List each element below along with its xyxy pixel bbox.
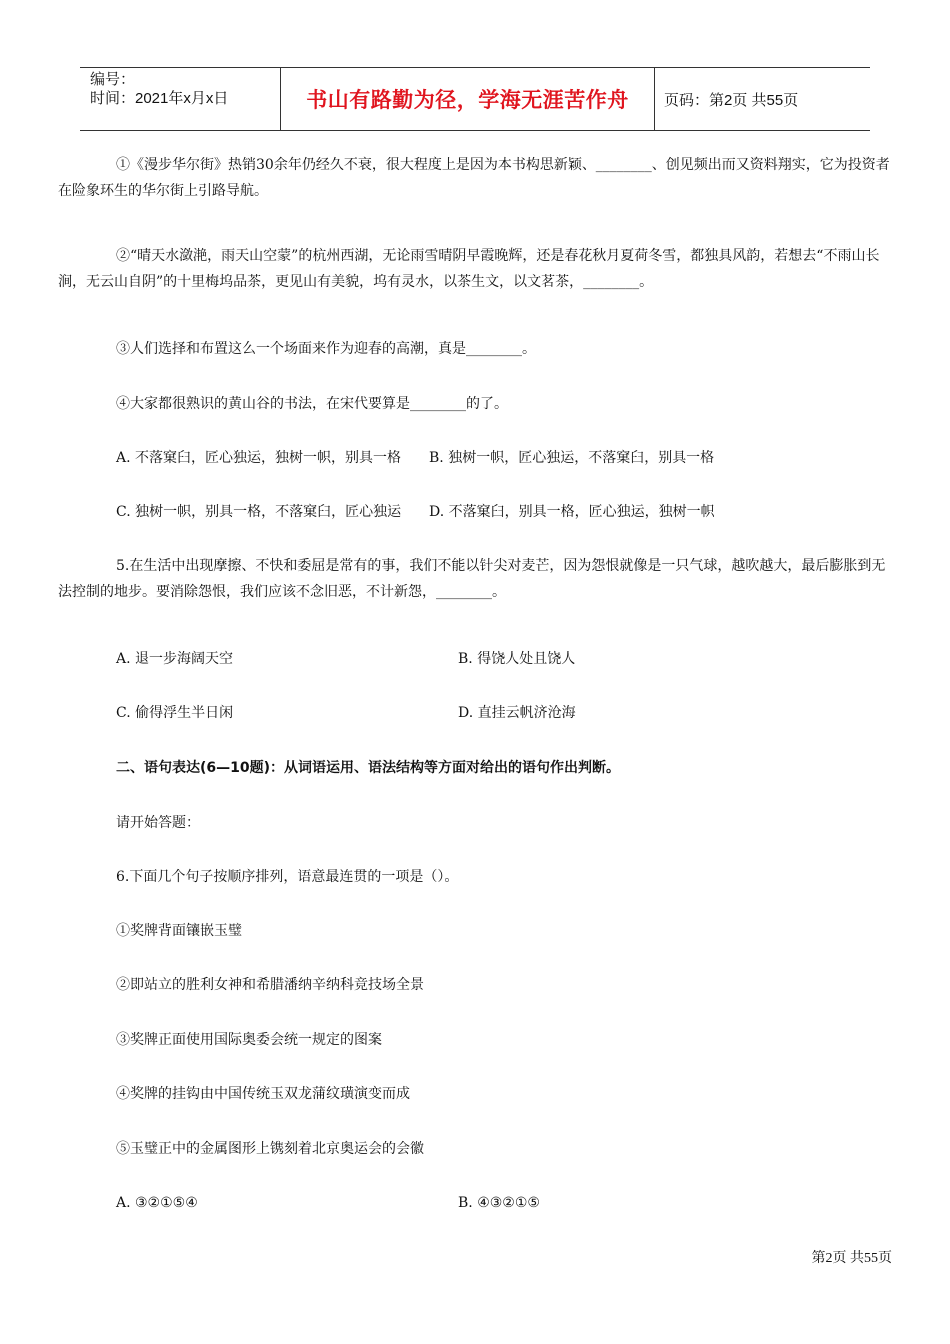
page-footer: 第2页 共55页 (811, 1251, 892, 1266)
q6-sentence-5: ⑤玉璧正中的金属图形上镌刻着北京奥运会的会徽 (116, 1141, 424, 1157)
q5-option-c: C. 偷得浮生半日闲 (116, 705, 234, 721)
header-page-cell (655, 68, 870, 130)
q4-item-3: ③人们选择和布置这么一个场面来作为迎春的高潮，真是________。 (116, 341, 536, 357)
q4-option-a: A. 不落窠臼，匠心独运，独树一帜，别具一格 (116, 450, 402, 466)
q4-item-2: ②“晴天水潋滟，雨天山空蒙”的杭州西湖，无论雨雪晴阴早霞晚辉，还是春花秋月夏荷冬雪，都独具风韵，若想去“不雨山长涧，无云山自阴”的十里梅坞品茶，更见山有美貌，坞有灵水，以茶生文，以文茗茶，________。 (58, 248, 880, 290)
q6-stem: 6.下面几个句子按顺序排列，语意最连贯的一项是（）。 (116, 869, 459, 885)
date-label: 时间：2021年x月x日 (90, 90, 229, 107)
q6-sentence-2: ②即站立的胜利女神和希腊潘纳辛纳科竞技场全景 (116, 977, 424, 993)
page-info: 页码：第2页 共55页 (664, 91, 799, 109)
q6-sentence-3: ③奖牌正面使用国际奥委会统一规定的图案 (116, 1032, 382, 1048)
q4-option-b: B. 独树一帜，匠心独运，不落窠臼，别具一格 (429, 450, 715, 466)
q4-item-1: ①《漫步华尔街》热销30余年仍经久不衰，很大程度上是因为本书构思新颖、________、创见频出而又资料翔实，它为投资者在险象环生的华尔街上引路导航。 (58, 157, 890, 199)
q6-sentence-1: ①奖牌背面镶嵌玉璧 (116, 923, 242, 939)
document-header (80, 67, 870, 131)
section-2-title: 二、语句表达(6—10题)：从词语运用、语法结构等方面对给出的语句作出判断。 (116, 760, 621, 776)
q5-option-d: D. 直挂云帆济沧海 (458, 705, 576, 721)
q6-option-b: B. ④③②①⑤ (458, 1195, 540, 1211)
q5-text: 5.在生活中出现摩擦、不快和委屈是常有的事，我们不能以针尖对麦芒，因为怨恨就像是一只气球，越吹越大，最后膨胀到无法控制的地步。要消除怨恨，我们应该不念旧恶，不计新怨，________。 (58, 558, 886, 600)
motto-text: 书山有路勤为径，学海无涯苦作舟 (306, 88, 629, 112)
q4-option-c: C. 独树一帜，别具一格，不落窠臼，匠心独运 (116, 504, 402, 520)
header-meta-cell (80, 68, 281, 130)
q4-option-d: D. 不落窠臼，别具一格，匠心独运，独树一帜 (429, 504, 715, 520)
number-label: 编号： (90, 71, 136, 88)
q6-sentence-4: ④奖牌的挂钩由中国传统玉双龙蒲纹璜演变而成 (116, 1086, 410, 1102)
q6-option-a: A. ③②①⑤④ (116, 1195, 198, 1211)
start-prompt: 请开始答题： (116, 815, 200, 831)
q4-item-4: ④大家都很熟识的黄山谷的书法，在宋代要算是________的了。 (116, 396, 508, 412)
header-motto-cell (281, 68, 655, 130)
q5-option-a: A. 退一步海阔天空 (116, 651, 234, 667)
q5-option-b: B. 得饶人处且饶人 (458, 651, 576, 667)
